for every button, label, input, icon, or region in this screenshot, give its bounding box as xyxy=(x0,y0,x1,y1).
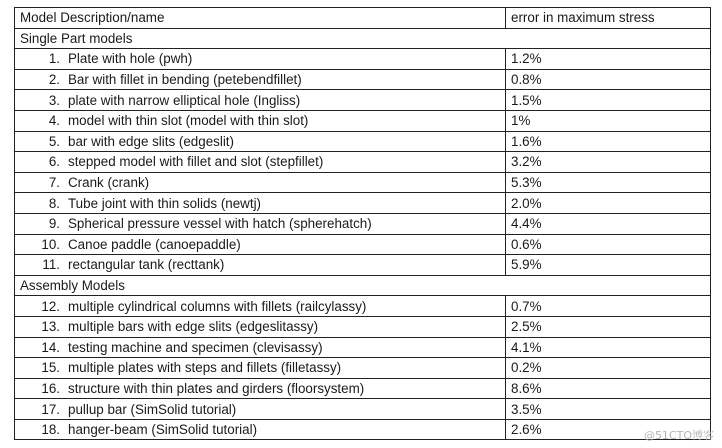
table-row xyxy=(15,234,711,255)
error-value: 8.6% xyxy=(506,378,711,399)
table-row xyxy=(15,358,711,379)
error-value: 4.4% xyxy=(506,213,711,234)
error-value: 5.9% xyxy=(506,255,711,276)
model-description: structure with thin plates and girders (floorsystem) xyxy=(68,380,365,396)
model-description-cell xyxy=(15,358,506,379)
table-row xyxy=(15,90,711,111)
table-row xyxy=(15,316,711,337)
model-description: bar with edge slits (edgeslit) xyxy=(68,133,234,149)
item-number: 3. xyxy=(48,92,60,108)
model-description-cell xyxy=(15,419,506,440)
model-description: pullup bar (SimSolid tutorial) xyxy=(68,401,237,417)
model-description: model with thin slot (model with thin slot) xyxy=(68,113,309,129)
table-row xyxy=(15,296,711,317)
table-row xyxy=(15,172,711,193)
model-description-cell xyxy=(15,90,506,111)
error-value: 0.8% xyxy=(506,69,711,90)
item-number: 17. xyxy=(41,401,60,417)
section-header-row xyxy=(15,28,711,49)
model-description-cell xyxy=(15,234,506,255)
model-description: testing machine and specimen (clevisassy) xyxy=(68,339,323,355)
model-description: stepped model with fillet and slot (stepfillet) xyxy=(68,154,324,170)
table-row xyxy=(15,49,711,70)
error-value: 2.6% xyxy=(506,419,711,440)
watermark: @51CTO博客 xyxy=(643,429,714,442)
model-description: multiple plates with steps and fillets (filletassy) xyxy=(68,360,342,376)
table-row xyxy=(15,152,711,173)
model-description: Plate with hole (pwh) xyxy=(68,51,193,67)
table-row xyxy=(15,399,711,420)
header-model-description: Model Description/name xyxy=(15,8,506,29)
table-row xyxy=(15,131,711,152)
item-number: 9. xyxy=(48,216,60,232)
item-number: 4. xyxy=(48,113,60,129)
model-description-cell xyxy=(15,296,506,317)
item-number: 14. xyxy=(41,339,60,355)
item-number: 1. xyxy=(48,51,60,67)
results-table xyxy=(14,7,711,440)
table-row xyxy=(15,193,711,214)
model-description: plate with narrow elliptical hole (Ingliss) xyxy=(68,92,301,108)
table-row xyxy=(15,337,711,358)
table-row xyxy=(15,69,711,90)
item-number: 8. xyxy=(48,195,60,211)
item-number: 13. xyxy=(41,319,60,335)
item-number: 7. xyxy=(48,175,60,191)
model-description-cell xyxy=(15,316,506,337)
item-number: 2. xyxy=(48,72,60,88)
item-number: 16. xyxy=(41,380,60,396)
model-description: Bar with fillet in bending (petebendfillet) xyxy=(68,72,302,88)
error-value: 0.2% xyxy=(506,358,711,379)
results-table-body xyxy=(15,8,711,440)
item-number: 18. xyxy=(41,422,60,438)
error-value: 1.6% xyxy=(506,131,711,152)
model-description-cell xyxy=(15,193,506,214)
table-header-row xyxy=(15,8,711,29)
model-description: Spherical pressure vessel with hatch (spherehatch) xyxy=(68,216,372,232)
table-row xyxy=(15,378,711,399)
section-title: Assembly Models xyxy=(15,275,711,296)
error-value: 0.7% xyxy=(506,296,711,317)
table-row xyxy=(15,255,711,276)
error-value: 3.5% xyxy=(506,399,711,420)
table-row xyxy=(15,213,711,234)
model-description: hanger-beam (SimSolid tutorial) xyxy=(68,422,258,438)
error-value: 5.3% xyxy=(506,172,711,193)
model-description-cell xyxy=(15,152,506,173)
model-description-cell xyxy=(15,172,506,193)
header-error: error in maximum stress xyxy=(506,8,711,29)
table-row xyxy=(15,419,711,440)
model-description-cell xyxy=(15,399,506,420)
model-description: multiple bars with edge slits (edgeslitassy) xyxy=(68,319,319,335)
model-description-cell xyxy=(15,378,506,399)
item-number: 6. xyxy=(48,154,60,170)
model-description: Canoe paddle (canoepaddle) xyxy=(68,236,241,252)
model-description-cell xyxy=(15,131,506,152)
model-description: Crank (crank) xyxy=(68,175,150,191)
model-description-cell xyxy=(15,69,506,90)
error-value: 1.2% xyxy=(506,49,711,70)
section-title: Single Part models xyxy=(15,28,711,49)
error-value: 3.2% xyxy=(506,152,711,173)
item-number: 15. xyxy=(41,360,60,376)
item-number: 10. xyxy=(41,236,60,252)
error-value: 4.1% xyxy=(506,337,711,358)
model-description: Tube joint with thin solids (newtj) xyxy=(68,195,262,211)
error-value: 2.5% xyxy=(506,316,711,337)
model-description-cell xyxy=(15,337,506,358)
model-description-cell xyxy=(15,110,506,131)
error-value: 0.6% xyxy=(506,234,711,255)
model-description-cell xyxy=(15,213,506,234)
item-number: 11. xyxy=(42,257,60,273)
model-description-cell xyxy=(15,255,506,276)
table-row xyxy=(15,110,711,131)
error-value: 1.5% xyxy=(506,90,711,111)
item-number: 12. xyxy=(41,298,60,314)
error-value: 2.0% xyxy=(506,193,711,214)
error-value: 1% xyxy=(506,110,711,131)
section-header-row xyxy=(15,275,711,296)
model-description: multiple cylindrical columns with fillets (railcylassy) xyxy=(68,298,367,314)
model-description-cell xyxy=(15,49,506,70)
model-description: rectangular tank (recttank) xyxy=(68,257,225,273)
item-number: 5. xyxy=(48,133,60,149)
